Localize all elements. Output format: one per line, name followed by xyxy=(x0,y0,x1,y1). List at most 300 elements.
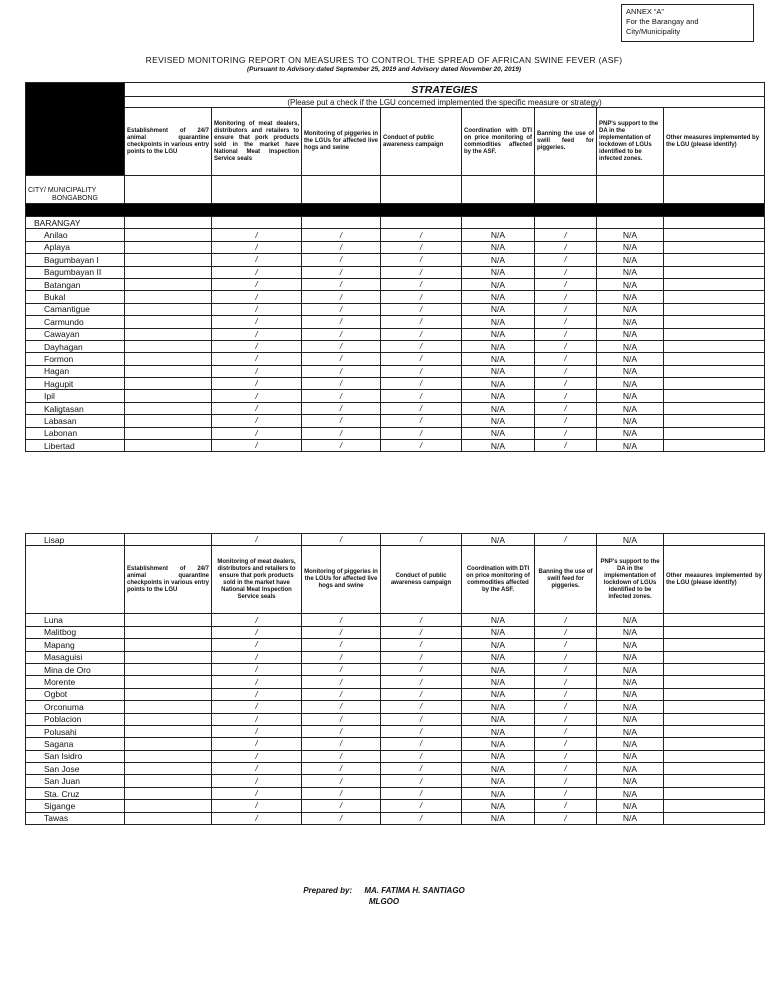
check-mark: / xyxy=(535,775,597,787)
check-mark: / xyxy=(302,701,381,713)
check-mark: / xyxy=(212,713,302,725)
na-mark: N/A xyxy=(597,427,664,439)
barangay-name: Dayhagan xyxy=(26,340,125,352)
na-mark: N/A xyxy=(597,254,664,266)
check-mark: / xyxy=(302,787,381,799)
barangay-row xyxy=(26,266,765,278)
empty-cell xyxy=(125,812,212,824)
na-mark: N/A xyxy=(597,663,664,675)
check-mark: / xyxy=(535,415,597,427)
check-mark: / xyxy=(212,738,302,750)
check-mark: / xyxy=(381,787,462,799)
barangay-row xyxy=(26,676,765,688)
annex-box xyxy=(621,4,754,42)
na-mark: N/A xyxy=(462,738,535,750)
column-header: Establishment of 24/7 animal quarantine checkpoints in various entry points to the LGU xyxy=(125,108,212,176)
empty-cell xyxy=(664,402,765,414)
check-mark: / xyxy=(212,229,302,241)
na-mark: N/A xyxy=(462,676,535,688)
empty-cell xyxy=(664,303,765,315)
empty-cell xyxy=(664,787,765,799)
barangay-name: Ipil xyxy=(26,390,125,402)
barangay-name: Sagana xyxy=(26,738,125,750)
check-mark: / xyxy=(381,812,462,824)
na-mark: N/A xyxy=(597,340,664,352)
column-header: Conduct of public awareness campaign xyxy=(381,546,462,614)
na-mark: N/A xyxy=(462,278,535,290)
barangay-name: Cawayan xyxy=(26,328,125,340)
na-mark: N/A xyxy=(597,316,664,328)
check-mark: / xyxy=(302,750,381,762)
barangay-row xyxy=(26,427,765,439)
check-mark: / xyxy=(381,738,462,750)
check-mark: / xyxy=(535,713,597,725)
empty-cell xyxy=(125,278,212,290)
barangay-row xyxy=(26,229,765,241)
monitoring-table-2 xyxy=(25,533,765,825)
black-cell xyxy=(26,83,125,176)
barangay-row xyxy=(26,763,765,775)
check-mark: / xyxy=(535,278,597,290)
barangay-row xyxy=(26,291,765,303)
check-mark: / xyxy=(535,365,597,377)
na-mark: N/A xyxy=(462,241,535,253)
na-mark: N/A xyxy=(462,378,535,390)
check-mark: / xyxy=(381,402,462,414)
na-mark: N/A xyxy=(597,651,664,663)
na-mark: N/A xyxy=(597,812,664,824)
check-mark: / xyxy=(302,303,381,315)
check-mark: / xyxy=(302,340,381,352)
na-mark: N/A xyxy=(462,725,535,737)
check-mark: / xyxy=(535,303,597,315)
check-mark: / xyxy=(212,254,302,266)
na-mark: N/A xyxy=(597,278,664,290)
barangay-name: Tawas xyxy=(26,812,125,824)
na-mark: N/A xyxy=(462,254,535,266)
empty-cell xyxy=(664,328,765,340)
check-mark: / xyxy=(535,440,597,452)
empty-cell xyxy=(664,626,765,638)
empty-cell xyxy=(664,763,765,775)
check-mark: / xyxy=(302,676,381,688)
check-mark: / xyxy=(212,639,302,651)
check-mark: / xyxy=(302,266,381,278)
check-mark: / xyxy=(381,291,462,303)
na-mark: N/A xyxy=(462,639,535,651)
check-mark: / xyxy=(535,390,597,402)
na-mark: N/A xyxy=(597,738,664,750)
empty-cell xyxy=(125,713,212,725)
check-mark: / xyxy=(212,328,302,340)
na-mark: N/A xyxy=(597,750,664,762)
empty-cell xyxy=(664,440,765,452)
barangay-row xyxy=(26,651,765,663)
empty-cell xyxy=(664,278,765,290)
check-mark: / xyxy=(212,340,302,352)
na-mark: N/A xyxy=(597,534,664,546)
empty-cell xyxy=(125,763,212,775)
check-mark: / xyxy=(381,241,462,253)
check-mark: / xyxy=(212,775,302,787)
na-mark: N/A xyxy=(597,229,664,241)
barangay-name: Labonan xyxy=(26,427,125,439)
empty-cell xyxy=(664,725,765,737)
barangay-name: Aplaya xyxy=(26,241,125,253)
na-mark: N/A xyxy=(462,651,535,663)
barangay-row xyxy=(26,278,765,290)
check-mark: / xyxy=(535,676,597,688)
check-mark: / xyxy=(381,639,462,651)
empty-cell xyxy=(125,328,212,340)
empty-cell xyxy=(664,390,765,402)
empty-cell xyxy=(125,415,212,427)
empty-cell xyxy=(125,800,212,812)
check-mark: / xyxy=(535,688,597,700)
barangay-row xyxy=(26,614,765,626)
barangay-name: Mina de Oro xyxy=(26,663,125,675)
na-mark: N/A xyxy=(462,713,535,725)
check-mark: / xyxy=(212,750,302,762)
barangay-name: Masaguisi xyxy=(26,651,125,663)
empty-cell xyxy=(664,775,765,787)
barangay-name: Poblacion xyxy=(26,713,125,725)
barangay-name: San Isidro xyxy=(26,750,125,762)
na-mark: N/A xyxy=(597,378,664,390)
barangay-row xyxy=(26,626,765,638)
check-mark: / xyxy=(212,303,302,315)
na-mark: N/A xyxy=(597,291,664,303)
na-mark: N/A xyxy=(597,775,664,787)
check-mark: / xyxy=(302,241,381,253)
report-title: REVISED MONITORING REPORT ON MEASURES TO CONTROL THE SPREAD OF AFRICAN SWINE FEVER (ASF) xyxy=(145,55,623,65)
city-municipality-cell xyxy=(26,176,125,204)
barangay-row xyxy=(26,725,765,737)
check-mark: / xyxy=(381,266,462,278)
check-mark: / xyxy=(302,763,381,775)
empty-cell xyxy=(125,701,212,713)
na-mark: N/A xyxy=(462,291,535,303)
check-mark: / xyxy=(535,639,597,651)
na-mark: N/A xyxy=(462,415,535,427)
empty-cell xyxy=(664,614,765,626)
na-mark: N/A xyxy=(597,676,664,688)
na-mark: N/A xyxy=(597,303,664,315)
barangay-name: Bukal xyxy=(26,291,125,303)
barangay-row xyxy=(26,750,765,762)
check-mark: / xyxy=(302,651,381,663)
barangay-name: Morente xyxy=(26,676,125,688)
barangay-name: Formon xyxy=(26,353,125,365)
check-mark: / xyxy=(535,241,597,253)
empty-cell xyxy=(664,750,765,762)
empty-cell xyxy=(664,340,765,352)
na-mark: N/A xyxy=(462,534,535,546)
prepared-by-line xyxy=(0,886,768,895)
column-header: Coordination with DTI on price monitoring of commodities affected by the ASF. xyxy=(462,546,535,614)
empty-cell xyxy=(664,534,765,546)
empty-cell xyxy=(664,639,765,651)
na-mark: N/A xyxy=(462,614,535,626)
column-header: PNP's support to the DA in the implementation of lockdown of LGUs identified to be infected zones. xyxy=(597,546,664,614)
column-header: Monitoring of meat dealers, distributors and retailers to ensure that pork products sold in the market have National Meat Inspection Service seals xyxy=(212,108,302,176)
barangay-row xyxy=(26,688,765,700)
empty-cell xyxy=(125,427,212,439)
na-mark: N/A xyxy=(597,701,664,713)
na-mark: N/A xyxy=(462,800,535,812)
check-mark: / xyxy=(212,278,302,290)
check-mark: / xyxy=(381,340,462,352)
empty-cell xyxy=(125,775,212,787)
na-mark: N/A xyxy=(462,266,535,278)
empty-cell xyxy=(125,663,212,675)
barangay-row xyxy=(26,241,765,253)
na-mark: N/A xyxy=(597,787,664,799)
strategies-note: (Please put a check if the LGU concerned implemented the specific measure or strategy) xyxy=(125,97,765,108)
check-mark: / xyxy=(535,614,597,626)
na-mark: N/A xyxy=(462,763,535,775)
na-mark: N/A xyxy=(597,266,664,278)
empty-cell xyxy=(125,688,212,700)
check-mark: / xyxy=(302,353,381,365)
check-mark: / xyxy=(212,787,302,799)
empty-cell xyxy=(125,254,212,266)
check-mark: / xyxy=(302,378,381,390)
empty-cell xyxy=(125,626,212,638)
barangay-row xyxy=(26,415,765,427)
check-mark: / xyxy=(212,378,302,390)
check-mark: / xyxy=(212,812,302,824)
empty-cell xyxy=(125,750,212,762)
prepared-name: MA. FATIMA H. SANTIAGO xyxy=(364,886,465,895)
na-mark: N/A xyxy=(597,688,664,700)
column-header: Other measures implemented by the LGU (please identify) xyxy=(664,546,765,614)
check-mark: / xyxy=(302,663,381,675)
barangay-row xyxy=(26,340,765,352)
check-mark: / xyxy=(381,688,462,700)
empty-cell xyxy=(125,291,212,303)
barangay-name: Sigange xyxy=(26,800,125,812)
barangay-name: Carmundo xyxy=(26,316,125,328)
empty-cell xyxy=(664,701,765,713)
na-mark: N/A xyxy=(462,701,535,713)
barangay-name: Sta. Cruz xyxy=(26,787,125,799)
empty-cell xyxy=(125,534,212,546)
barangay-row xyxy=(26,639,765,651)
na-mark: N/A xyxy=(597,800,664,812)
check-mark: / xyxy=(302,316,381,328)
check-mark: / xyxy=(381,614,462,626)
check-mark: / xyxy=(212,316,302,328)
na-mark: N/A xyxy=(597,763,664,775)
barangay-row xyxy=(26,440,765,452)
barangay-row xyxy=(26,365,765,377)
check-mark: / xyxy=(302,254,381,266)
empty-cell xyxy=(125,402,212,414)
check-mark: / xyxy=(212,291,302,303)
empty-cell xyxy=(664,291,765,303)
empty-cell xyxy=(125,378,212,390)
barangay-row xyxy=(26,254,765,266)
check-mark: / xyxy=(381,763,462,775)
na-mark: N/A xyxy=(597,626,664,638)
check-mark: / xyxy=(302,738,381,750)
empty-cell xyxy=(664,365,765,377)
column-header: Other measures implemented by the LGU (please identify) xyxy=(664,108,765,176)
na-mark: N/A xyxy=(462,440,535,452)
na-mark: N/A xyxy=(597,241,664,253)
check-mark: / xyxy=(535,254,597,266)
check-mark: / xyxy=(535,763,597,775)
barangay-row xyxy=(26,402,765,414)
check-mark: / xyxy=(381,713,462,725)
check-mark: / xyxy=(381,229,462,241)
check-mark: / xyxy=(381,254,462,266)
prepared-title xyxy=(0,897,768,906)
column-header: Monitoring of piggeries in the LGUs for affected live hogs and swine xyxy=(302,546,381,614)
check-mark: / xyxy=(381,626,462,638)
check-mark: / xyxy=(302,713,381,725)
check-mark: / xyxy=(212,353,302,365)
na-mark: N/A xyxy=(462,787,535,799)
check-mark: / xyxy=(212,688,302,700)
barangay-row xyxy=(26,713,765,725)
empty-cell xyxy=(125,614,212,626)
na-mark: N/A xyxy=(597,415,664,427)
na-mark: N/A xyxy=(462,229,535,241)
check-mark: / xyxy=(535,402,597,414)
check-mark: / xyxy=(302,626,381,638)
barangay-name: Anilao xyxy=(26,229,125,241)
na-mark: N/A xyxy=(597,614,664,626)
barangay-name: Ogbot xyxy=(26,688,125,700)
check-mark: / xyxy=(212,365,302,377)
barangay-row xyxy=(26,738,765,750)
check-mark: / xyxy=(302,328,381,340)
check-mark: / xyxy=(212,725,302,737)
check-mark: / xyxy=(381,328,462,340)
column-header: PNP's support to the DA in the implementation of lockdown of LGUs identified to be infected zones. xyxy=(597,108,664,176)
check-mark: / xyxy=(381,676,462,688)
empty-cell xyxy=(664,651,765,663)
barangay-row xyxy=(26,800,765,812)
empty-cell xyxy=(125,725,212,737)
barangay-row xyxy=(26,775,765,787)
report-subtitle: (Pursuant to Advisory dated September 25, 2019 and Advisory dated November 20, 2019) xyxy=(246,66,522,73)
prepared-label: Prepared by: xyxy=(303,886,353,895)
check-mark: / xyxy=(381,440,462,452)
column-header: Banning the use of swill feed for piggeries. xyxy=(535,108,597,176)
barangay-name: San Juan xyxy=(26,775,125,787)
column-header: Banning the use of swill feed for piggeries. xyxy=(535,546,597,614)
check-mark: / xyxy=(381,701,462,713)
barangay-row xyxy=(26,390,765,402)
na-mark: N/A xyxy=(462,390,535,402)
check-mark: / xyxy=(302,639,381,651)
check-mark: / xyxy=(381,775,462,787)
check-mark: / xyxy=(381,278,462,290)
na-mark: N/A xyxy=(462,402,535,414)
check-mark: / xyxy=(302,427,381,439)
check-mark: / xyxy=(212,427,302,439)
barangay-row xyxy=(26,303,765,315)
na-mark: N/A xyxy=(462,626,535,638)
barangay-row xyxy=(26,663,765,675)
empty-cell xyxy=(664,738,765,750)
barangay-name: Orconuma xyxy=(26,701,125,713)
barangay-label: BARANGAY xyxy=(26,217,125,229)
barangay-name: Bagumbayan II xyxy=(26,266,125,278)
empty-cell xyxy=(125,390,212,402)
check-mark: / xyxy=(381,378,462,390)
check-mark: / xyxy=(381,651,462,663)
na-mark: N/A xyxy=(597,353,664,365)
empty-cell xyxy=(125,266,212,278)
empty-cell xyxy=(125,303,212,315)
check-mark: / xyxy=(381,316,462,328)
empty-cell xyxy=(125,738,212,750)
barangay-name: Labasan xyxy=(26,415,125,427)
empty-cell xyxy=(664,353,765,365)
check-mark: / xyxy=(535,353,597,365)
check-mark: / xyxy=(535,626,597,638)
check-mark: / xyxy=(381,353,462,365)
barangay-row xyxy=(26,701,765,713)
monitoring-table-1 xyxy=(25,82,765,452)
check-mark: / xyxy=(381,303,462,315)
check-mark: / xyxy=(302,688,381,700)
check-mark: / xyxy=(212,800,302,812)
barangay-name: Mapang xyxy=(26,639,125,651)
empty-cell xyxy=(664,676,765,688)
check-mark: / xyxy=(381,725,462,737)
na-mark: N/A xyxy=(597,639,664,651)
barangay-name: Libertad xyxy=(26,440,125,452)
check-mark: / xyxy=(381,534,462,546)
column-header: Conduct of public awareness campaign xyxy=(381,108,462,176)
check-mark: / xyxy=(212,402,302,414)
empty-cell xyxy=(125,676,212,688)
empty-cell xyxy=(125,639,212,651)
check-mark: / xyxy=(535,340,597,352)
empty-cell xyxy=(125,787,212,799)
check-mark: / xyxy=(302,812,381,824)
check-mark: / xyxy=(212,614,302,626)
check-mark: / xyxy=(302,775,381,787)
empty-cell xyxy=(664,378,765,390)
check-mark: / xyxy=(302,291,381,303)
na-mark: N/A xyxy=(462,328,535,340)
empty-cell xyxy=(125,651,212,663)
barangay-name: Batangan xyxy=(26,278,125,290)
empty-cell xyxy=(664,266,765,278)
empty-cell xyxy=(664,688,765,700)
check-mark: / xyxy=(381,750,462,762)
check-mark: / xyxy=(535,663,597,675)
na-mark: N/A xyxy=(462,663,535,675)
empty-cell xyxy=(664,229,765,241)
barangay-name: Bagumbayan I xyxy=(26,254,125,266)
check-mark: / xyxy=(535,725,597,737)
check-mark: / xyxy=(212,415,302,427)
na-mark: N/A xyxy=(597,365,664,377)
barangay-row xyxy=(26,316,765,328)
na-mark: N/A xyxy=(462,340,535,352)
check-mark: / xyxy=(212,676,302,688)
check-mark: / xyxy=(302,278,381,290)
barangay-name: San Jose xyxy=(26,763,125,775)
na-mark: N/A xyxy=(462,775,535,787)
